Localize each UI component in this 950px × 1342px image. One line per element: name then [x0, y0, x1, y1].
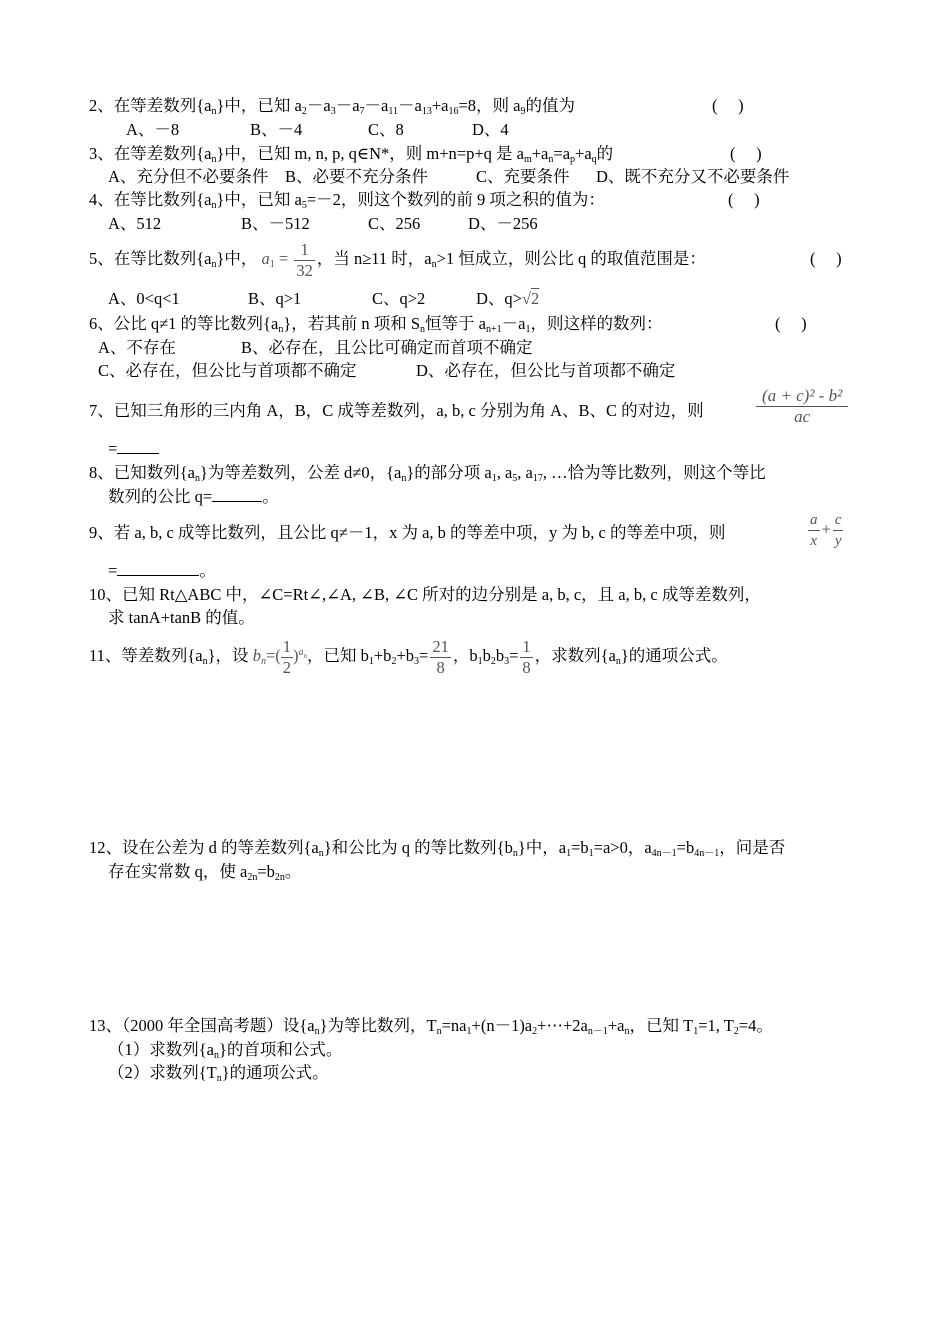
q8-blank[interactable] — [212, 487, 262, 502]
q8-line2: 数列的公比 q= 。 — [108, 487, 279, 506]
q9-answer: = 。 — [108, 561, 216, 580]
q2-option-b: B、－4 — [250, 120, 303, 139]
q13-part1: （1）求数列$\{a_n\}$的首项和公式。 — [108, 1040, 343, 1061]
q9-fraction-expr: $\frac{a}{x}$ + $\frac{c}{y}$ — [810, 512, 842, 549]
q4-stem: 4、在等比数列$\{a_n\}$中，已知 $a_5=-2$，则这个数列的前 9 项之积的值为： — [89, 190, 605, 211]
q9-stem: 9、若 a, b, c 成等比数列，且公比 q≠－1，x 为 a, b 的等差中项，y 为 b, c 的等差中项，则 — [89, 523, 726, 542]
q6-stem: 6、公比 q≠1 的等比数列$\{a_n\}$，若其前 n 项和 $S_n$恒等于 $a_{n+1}-a_1$，则这样的数列： — [89, 314, 663, 335]
q8-line1: 8、已知数列$\{a_n\}$为等差数列，公差 d≠0，$\{a_n\}$的部分项 $a_1$, $a_5$, $a_{17}$, …恰为等比数列，则这个等比 — [89, 463, 766, 484]
q5-option-a: A、0<q<1 — [108, 289, 180, 308]
q13-stem: 13、（2000 年全国高考题）设$\{a_n\}$为等比数列，$T_n=na_1+(n-1)a_2+\cdots+2a_{n-1}+a_n$，已知 $T_1=1$, $T_2=4$。 — [89, 1016, 773, 1037]
q6-option-a: A、不存在 — [98, 338, 176, 357]
q6-option-c: C、必存在，但公比与首项都不确定 — [98, 361, 357, 380]
q3-option-b: B、必要不充分条件 — [285, 167, 429, 186]
q3-option-a: A、充分但不必要条件 — [108, 167, 269, 186]
q2-option-c: C、8 — [368, 120, 404, 139]
q3-bracket: ( ) — [730, 144, 762, 163]
q7-answer: = — [108, 438, 159, 460]
q2-stem: 2、在等差数列$\{a_n\}$中，已知 $a_2-a_3-a_7-a_{11}-a_{13}+a_{16}=8$，则 $a_9$的值为 — [89, 96, 575, 117]
q11-stem: 11、等差数列$\{a_n\}$，设 $b_n=$( $\frac{1}{2}$ )$^{a_n}$，已知 $b_1+b_2+b_3=$ $\frac{21}{8}$ ，$b_1b_2b_3=$ $\frac{1}{8}$ ，求数列$\{a_n\}$的通项公式。 — [89, 636, 728, 677]
q7-blank[interactable] — [117, 439, 159, 454]
q10-line2: 求 tanA+tanB 的值。 — [108, 608, 255, 627]
q12-line1: 12、设在公差为 d 的等差数列$\{a_n\}$和公比为 q 的等比数列$\{b_n\}$中，$a_1=b_1=a>0$，$a_{4n-1}=b_{4n-1}$，问是否 — [89, 838, 786, 859]
q4-bracket: ( ) — [728, 190, 760, 209]
q5-bracket: ( ) — [810, 249, 842, 268]
q2-option-a: A、－8 — [126, 120, 180, 139]
q4-option-c: C、256 — [368, 214, 421, 233]
q13-part2: （2）求数列$\{T_n\}$的通项公式。 — [108, 1063, 329, 1084]
q5-option-b: B、q>1 — [248, 289, 302, 308]
q5-stem: 5、在等比数列$\{a_n\}$中， $a_1$ = $\frac{1}{32}$ ，当 n≥11 时，$a_n>1$ 恒成立，则公比 q 的取值范围是： — [89, 239, 706, 280]
q4-option-d: D、－256 — [468, 214, 538, 233]
q5-option-c: C、q>2 — [372, 289, 426, 308]
q6-option-d: D、必存在，但公比与首项都不确定 — [416, 361, 676, 380]
q5-fraction: $\frac{1}{32}$ — [296, 239, 313, 280]
q3-option-d: D、既不充分又不必要条件 — [596, 167, 790, 186]
q2-bracket: ( ) — [712, 96, 744, 115]
q4-option-a: A、512 — [108, 214, 162, 233]
q10-line1: 10、已知 Rt△ABC 中，∠C=Rt∠,∠A, ∠B, ∠C 所对的边分别是 a, b, c，且 a, b, c 成等差数列， — [89, 585, 761, 604]
q6-option-b: B、必存在，且公比可确定而首项不确定 — [241, 338, 533, 357]
q5-option-d: D、q>√2 — [476, 289, 540, 308]
q7-stem: 7、已知三角形的三内角 A，B，C 成等差数列，a, b, c 分别为角 A、B、C 的对边，则 — [89, 401, 704, 420]
q6-bracket: ( ) — [775, 314, 807, 333]
q4-option-b: B、－512 — [241, 214, 310, 233]
q3-stem: 3、在等差数列$\{a_n\}$中，已知 m, n, p, q∈N*，则 m+n=p+q 是 $a_m+a_n=a_p+a_q$的 — [89, 144, 614, 165]
q3-option-c: C、充要条件 — [476, 167, 570, 186]
q7-fraction: $\frac{\text{(a + c)² - b²}}{ac}$ — [754, 386, 850, 427]
q12-line2: 存在实常数 q，使 $a_{2n}=b_{2n}$。 — [108, 862, 302, 883]
q9-blank[interactable] — [117, 561, 199, 576]
q2-option-d: D、4 — [472, 120, 509, 139]
